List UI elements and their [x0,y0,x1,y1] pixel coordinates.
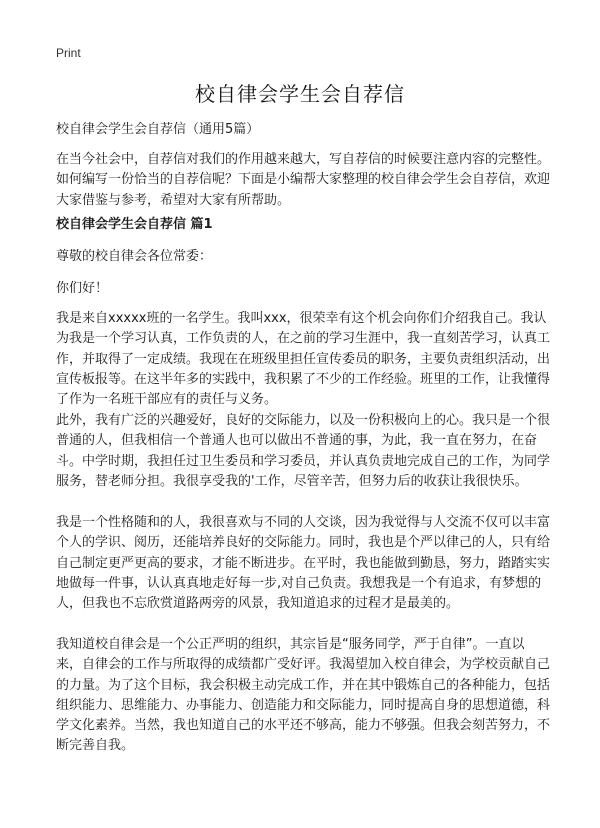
body-paragraph-1: 我是来自xxxxx班的一名学生。我叫xxx，很荣幸有这个机会向你们介绍我自己。我认为我是一个学习认真，工作负责的人，在之前的学习生涯中，我一直刻苦学习，认真工作，并取得了一定成绩。我现在在班级里担任宣传委员的职务，主要负责组织活动，出宣传板报等。在这半年多的实践中，我积累了不少的工作经验。班里的工作，让我懂得了作为一名班干部应有的责任与义务。 [56,311,551,408]
body-paragraph-4: 我知道校自律会是一个公正严明的组织，其宗旨是“服务同学，严于自律”。一直以来，自律会的工作与所取得的成绩都广受好评。我渴望加入校自律会，为学校贡献自己的力量。为了这个目标，我会积极主动完成工作，并在其中锻炼自己的各种能力，包括组织能力、思维能力、办事能力、创造能力和交际能力，同时提高自身的思想道德，科学文化素养。当然，我也知道自己的水平还不够高，能力不够强。但我会刻苦努力，不断完善自我。 [56,637,551,754]
salutation: 尊敬的校自律会各位常委： [56,249,213,264]
page-title: 校自律会学生会自荐信 [195,82,405,106]
intro-paragraph: 在当今社会中，自荐信对我们的作用越来越大，写自荐信的时候要注意内容的完整性。如何编写一份恰当的自荐信呢？下面是小编帮大家整理的校自律会学生会自荐信，欢迎大家借鉴与参考，希望对大家有所帮助。 [56,152,551,208]
body-paragraph-2: 此外，我有广泛的兴趣爱好，良好的交际能力，以及一份积极向上的心。我只是一个很普通的人，但我相信一个普通人也可以做出不普通的事，为此，我一直在努力，在奋斗。中学时期，我担任过卫生委员和学习委员，并认真负责地完成自己的工作，为同学服务，替老师分担。我很享受我的'工作，尽管辛苦，但努力后的收获让我很快乐。 [56,413,551,489]
body-paragraph-3: 我是一个性格随和的人，我很喜欢与不同的人交谈，因为我觉得与人交流不仅可以丰富个人的学识、阅历，还能培养良好的交际能力。同时，我也是个严以律己的人，只有给自己制定更严更高的要求，才能不断进步。在平时，我也能做到勤恳，努力，踏踏实实地做每一件事，认认真真地走好每一步,对自己负责。我想我是一个有追求，有梦想的人，但我也不忘欣赏道路两旁的风景，我知道追求的过程才是最美的。 [56,515,551,612]
document-subtitle: 校自律会学生会自荐信（通用5篇） [56,122,260,137]
section-heading: 校自律会学生会自荐信 篇1 [56,217,213,232]
greeting: 你们好！ [56,281,109,296]
print-link[interactable]: Print [56,46,81,60]
